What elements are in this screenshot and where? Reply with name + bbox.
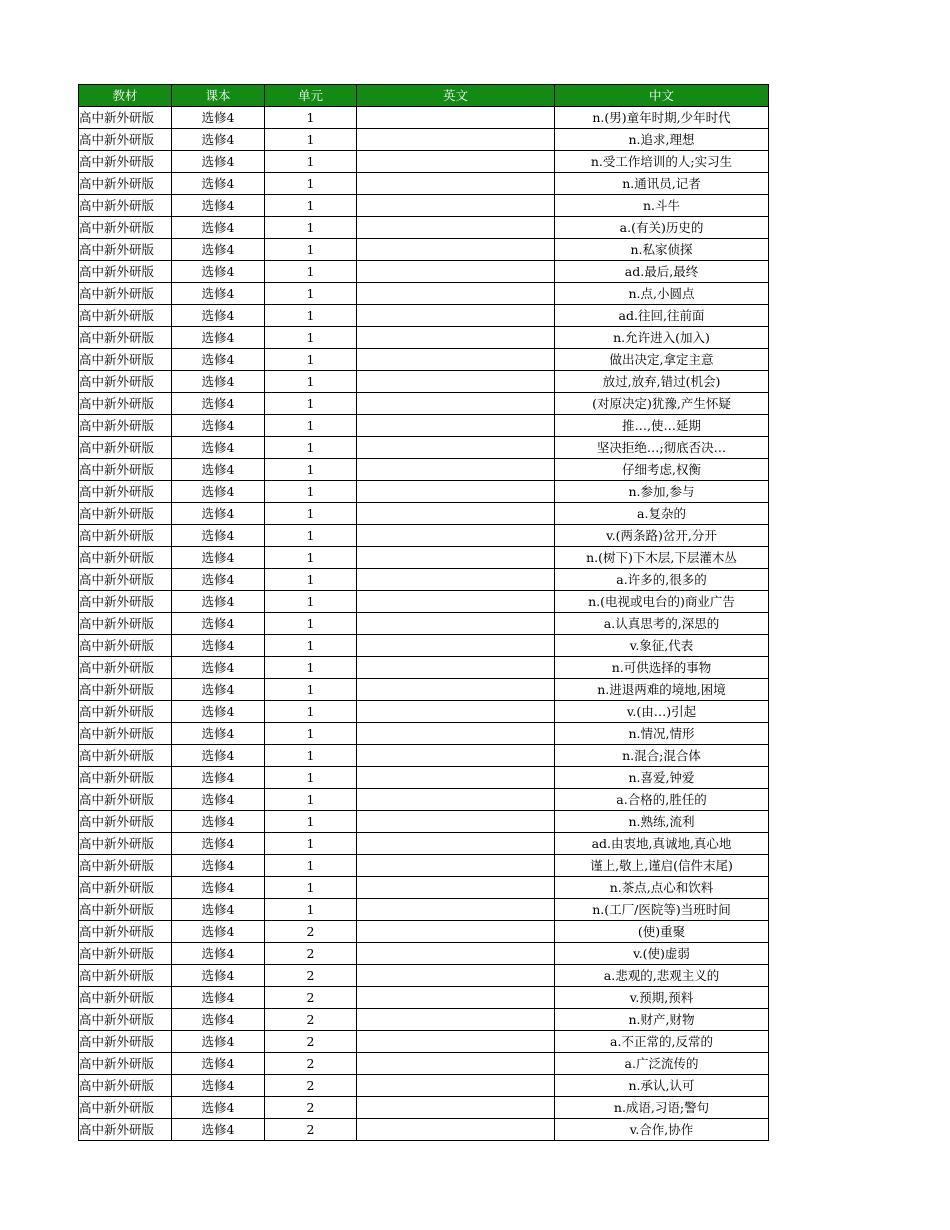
table-row xyxy=(79,921,769,943)
cell-textbook: 高中新外研版 xyxy=(79,151,172,173)
cell-book: 选修4 xyxy=(172,877,265,899)
cell-book: 选修4 xyxy=(172,217,265,239)
cell-unit: 1 xyxy=(265,437,357,459)
cell-chinese: v.预期,预料 xyxy=(555,987,769,1009)
cell-textbook: 高中新外研版 xyxy=(79,1053,172,1075)
table-row xyxy=(79,503,769,525)
table-row xyxy=(79,415,769,437)
cell-english xyxy=(357,811,555,833)
table-row xyxy=(79,723,769,745)
header-english: 英文 xyxy=(357,85,555,107)
cell-unit: 1 xyxy=(265,481,357,503)
cell-textbook: 高中新外研版 xyxy=(79,613,172,635)
vocabulary-table xyxy=(78,84,769,1141)
cell-english xyxy=(357,1075,555,1097)
cell-unit: 2 xyxy=(265,943,357,965)
cell-english xyxy=(357,635,555,657)
table-row xyxy=(79,833,769,855)
cell-unit: 2 xyxy=(265,1009,357,1031)
table-row xyxy=(79,349,769,371)
cell-english xyxy=(357,833,555,855)
cell-unit: 1 xyxy=(265,503,357,525)
cell-book: 选修4 xyxy=(172,767,265,789)
cell-textbook: 高中新外研版 xyxy=(79,833,172,855)
header-chinese: 中文 xyxy=(555,85,769,107)
cell-textbook: 高中新外研版 xyxy=(79,943,172,965)
cell-unit: 1 xyxy=(265,635,357,657)
cell-textbook: 高中新外研版 xyxy=(79,1009,172,1031)
cell-textbook: 高中新外研版 xyxy=(79,921,172,943)
table-row xyxy=(79,613,769,635)
cell-english xyxy=(357,349,555,371)
cell-textbook: 高中新外研版 xyxy=(79,129,172,151)
cell-book: 选修4 xyxy=(172,899,265,921)
cell-chinese: n.喜爱,钟爱 xyxy=(555,767,769,789)
cell-chinese: 坚决拒绝…;彻底否决… xyxy=(555,437,769,459)
cell-english xyxy=(357,701,555,723)
table-row xyxy=(79,151,769,173)
cell-unit: 1 xyxy=(265,657,357,679)
cell-english xyxy=(357,481,555,503)
cell-english xyxy=(357,899,555,921)
cell-unit: 1 xyxy=(265,833,357,855)
table-row xyxy=(79,525,769,547)
table-row xyxy=(79,745,769,767)
cell-unit: 2 xyxy=(265,1075,357,1097)
cell-english xyxy=(357,239,555,261)
cell-book: 选修4 xyxy=(172,393,265,415)
cell-textbook: 高中新外研版 xyxy=(79,371,172,393)
cell-english xyxy=(357,305,555,327)
cell-unit: 1 xyxy=(265,261,357,283)
cell-chinese: v.(由…)引起 xyxy=(555,701,769,723)
table-row xyxy=(79,1119,769,1141)
table-row xyxy=(79,899,769,921)
cell-book: 选修4 xyxy=(172,701,265,723)
cell-textbook: 高中新外研版 xyxy=(79,767,172,789)
cell-book: 选修4 xyxy=(172,1097,265,1119)
cell-book: 选修4 xyxy=(172,459,265,481)
cell-english xyxy=(357,921,555,943)
cell-english xyxy=(357,1053,555,1075)
table-row xyxy=(79,393,769,415)
cell-book: 选修4 xyxy=(172,239,265,261)
cell-english xyxy=(357,723,555,745)
cell-unit: 1 xyxy=(265,811,357,833)
cell-unit: 1 xyxy=(265,591,357,613)
cell-chinese: 推…,使…延期 xyxy=(555,415,769,437)
cell-textbook: 高中新外研版 xyxy=(79,349,172,371)
cell-chinese: n.(男)童年时期,少年时代 xyxy=(555,107,769,129)
cell-book: 选修4 xyxy=(172,327,265,349)
cell-chinese: n.点,小圆点 xyxy=(555,283,769,305)
cell-chinese: n.熟练,流利 xyxy=(555,811,769,833)
cell-book: 选修4 xyxy=(172,503,265,525)
cell-chinese: a.合格的,胜任的 xyxy=(555,789,769,811)
cell-book: 选修4 xyxy=(172,679,265,701)
cell-unit: 1 xyxy=(265,349,357,371)
cell-english xyxy=(357,459,555,481)
cell-textbook: 高中新外研版 xyxy=(79,679,172,701)
table-row xyxy=(79,591,769,613)
cell-textbook: 高中新外研版 xyxy=(79,459,172,481)
cell-unit: 1 xyxy=(265,305,357,327)
cell-book: 选修4 xyxy=(172,965,265,987)
cell-textbook: 高中新外研版 xyxy=(79,745,172,767)
cell-english xyxy=(357,965,555,987)
table-row xyxy=(79,1075,769,1097)
table-row xyxy=(79,987,769,1009)
cell-textbook: 高中新外研版 xyxy=(79,965,172,987)
cell-chinese: (对原决定)犹豫,产生怀疑 xyxy=(555,393,769,415)
cell-chinese: n.受工作培训的人;实习生 xyxy=(555,151,769,173)
cell-chinese: a.不正常的,反常的 xyxy=(555,1031,769,1053)
table-row xyxy=(79,657,769,679)
cell-english xyxy=(357,679,555,701)
cell-book: 选修4 xyxy=(172,745,265,767)
cell-textbook: 高中新外研版 xyxy=(79,657,172,679)
cell-book: 选修4 xyxy=(172,987,265,1009)
cell-unit: 2 xyxy=(265,1097,357,1119)
cell-book: 选修4 xyxy=(172,855,265,877)
cell-textbook: 高中新外研版 xyxy=(79,1097,172,1119)
cell-unit: 1 xyxy=(265,789,357,811)
cell-english xyxy=(357,987,555,1009)
cell-book: 选修4 xyxy=(172,811,265,833)
cell-chinese: n.茶点,点心和饮料 xyxy=(555,877,769,899)
cell-book: 选修4 xyxy=(172,173,265,195)
cell-unit: 1 xyxy=(265,767,357,789)
cell-chinese: n.进退两难的境地,困境 xyxy=(555,679,769,701)
cell-english xyxy=(357,613,555,635)
cell-chinese: v.(使)虚弱 xyxy=(555,943,769,965)
cell-textbook: 高中新外研版 xyxy=(79,547,172,569)
cell-textbook: 高中新外研版 xyxy=(79,987,172,1009)
cell-chinese: n.(电视或电台的)商业广告 xyxy=(555,591,769,613)
cell-book: 选修4 xyxy=(172,1053,265,1075)
header-row xyxy=(79,85,769,107)
cell-chinese: a.许多的,很多的 xyxy=(555,569,769,591)
cell-chinese: n.参加,参与 xyxy=(555,481,769,503)
table-row xyxy=(79,283,769,305)
cell-unit: 1 xyxy=(265,283,357,305)
cell-unit: 2 xyxy=(265,1053,357,1075)
cell-unit: 2 xyxy=(265,987,357,1009)
cell-book: 选修4 xyxy=(172,657,265,679)
cell-english xyxy=(357,1119,555,1141)
cell-english xyxy=(357,195,555,217)
cell-unit: 1 xyxy=(265,877,357,899)
cell-chinese: v.合作,协作 xyxy=(555,1119,769,1141)
cell-unit: 1 xyxy=(265,855,357,877)
cell-unit: 1 xyxy=(265,415,357,437)
table-row xyxy=(79,261,769,283)
cell-textbook: 高中新外研版 xyxy=(79,173,172,195)
cell-english xyxy=(357,503,555,525)
cell-textbook: 高中新外研版 xyxy=(79,481,172,503)
cell-textbook: 高中新外研版 xyxy=(79,1031,172,1053)
cell-chinese: n.情况,情形 xyxy=(555,723,769,745)
cell-chinese: 放过,放弃,错过(机会) xyxy=(555,371,769,393)
cell-english xyxy=(357,371,555,393)
cell-chinese: n.允许进入(加入) xyxy=(555,327,769,349)
table-row xyxy=(79,481,769,503)
table-row xyxy=(79,1053,769,1075)
table-row xyxy=(79,569,769,591)
cell-book: 选修4 xyxy=(172,1031,265,1053)
cell-english xyxy=(357,591,555,613)
cell-english xyxy=(357,393,555,415)
header-book: 课本 xyxy=(172,85,265,107)
cell-textbook: 高中新外研版 xyxy=(79,239,172,261)
cell-unit: 1 xyxy=(265,129,357,151)
cell-unit: 1 xyxy=(265,107,357,129)
table-row xyxy=(79,701,769,723)
cell-chinese: n.追求,理想 xyxy=(555,129,769,151)
cell-textbook: 高中新外研版 xyxy=(79,899,172,921)
cell-chinese: n.(树下)下木层,下层灌木丛 xyxy=(555,547,769,569)
cell-book: 选修4 xyxy=(172,635,265,657)
cell-unit: 1 xyxy=(265,547,357,569)
cell-textbook: 高中新外研版 xyxy=(79,107,172,129)
cell-chinese: n.(工厂/医院等)当班时间 xyxy=(555,899,769,921)
cell-chinese: (使)重聚 xyxy=(555,921,769,943)
cell-chinese: ad.最后,最终 xyxy=(555,261,769,283)
cell-chinese: n.私家侦探 xyxy=(555,239,769,261)
table-row xyxy=(79,679,769,701)
cell-textbook: 高中新外研版 xyxy=(79,217,172,239)
cell-textbook: 高中新外研版 xyxy=(79,305,172,327)
cell-book: 选修4 xyxy=(172,591,265,613)
cell-english xyxy=(357,437,555,459)
cell-book: 选修4 xyxy=(172,349,265,371)
table-row xyxy=(79,767,769,789)
cell-chinese: 做出决定,拿定主意 xyxy=(555,349,769,371)
cell-english xyxy=(357,767,555,789)
table-header xyxy=(79,85,769,107)
cell-english xyxy=(357,217,555,239)
cell-unit: 1 xyxy=(265,195,357,217)
cell-book: 选修4 xyxy=(172,195,265,217)
table-row xyxy=(79,305,769,327)
cell-english xyxy=(357,569,555,591)
cell-chinese: n.成语,习语;警句 xyxy=(555,1097,769,1119)
cell-textbook: 高中新外研版 xyxy=(79,1119,172,1141)
cell-english xyxy=(357,173,555,195)
cell-textbook: 高中新外研版 xyxy=(79,877,172,899)
table-row xyxy=(79,239,769,261)
cell-unit: 1 xyxy=(265,173,357,195)
cell-unit: 1 xyxy=(265,569,357,591)
cell-chinese: n.通讯员,记者 xyxy=(555,173,769,195)
cell-textbook: 高中新外研版 xyxy=(79,569,172,591)
cell-book: 选修4 xyxy=(172,1075,265,1097)
table-row xyxy=(79,855,769,877)
cell-unit: 2 xyxy=(265,965,357,987)
cell-unit: 1 xyxy=(265,371,357,393)
cell-english xyxy=(357,129,555,151)
cell-chinese: n.可供选择的事物 xyxy=(555,657,769,679)
cell-unit: 1 xyxy=(265,679,357,701)
cell-unit: 1 xyxy=(265,459,357,481)
table-body xyxy=(79,107,769,1141)
cell-unit: 1 xyxy=(265,239,357,261)
table-row xyxy=(79,327,769,349)
cell-textbook: 高中新外研版 xyxy=(79,195,172,217)
cell-book: 选修4 xyxy=(172,547,265,569)
table-row xyxy=(79,965,769,987)
table-row xyxy=(79,1009,769,1031)
cell-unit: 1 xyxy=(265,525,357,547)
cell-book: 选修4 xyxy=(172,1119,265,1141)
cell-textbook: 高中新外研版 xyxy=(79,723,172,745)
cell-chinese: a.认真思考的,深思的 xyxy=(555,613,769,635)
cell-english xyxy=(357,943,555,965)
table-row xyxy=(79,217,769,239)
table-row xyxy=(79,173,769,195)
cell-book: 选修4 xyxy=(172,437,265,459)
cell-textbook: 高中新外研版 xyxy=(79,1075,172,1097)
cell-unit: 1 xyxy=(265,745,357,767)
cell-textbook: 高中新外研版 xyxy=(79,591,172,613)
cell-book: 选修4 xyxy=(172,305,265,327)
cell-chinese: 谨上,敬上,谨启(信件末尾) xyxy=(555,855,769,877)
cell-textbook: 高中新外研版 xyxy=(79,283,172,305)
cell-book: 选修4 xyxy=(172,613,265,635)
table-row xyxy=(79,877,769,899)
cell-chinese: ad.往回,往前面 xyxy=(555,305,769,327)
header-unit: 单元 xyxy=(265,85,357,107)
cell-english xyxy=(357,745,555,767)
cell-english xyxy=(357,415,555,437)
table-row xyxy=(79,1097,769,1119)
table-row xyxy=(79,129,769,151)
cell-textbook: 高中新外研版 xyxy=(79,525,172,547)
table-row xyxy=(79,1031,769,1053)
cell-book: 选修4 xyxy=(172,833,265,855)
table-row xyxy=(79,107,769,129)
cell-unit: 1 xyxy=(265,327,357,349)
cell-unit: 1 xyxy=(265,393,357,415)
cell-english xyxy=(357,151,555,173)
cell-unit: 1 xyxy=(265,701,357,723)
cell-english xyxy=(357,789,555,811)
cell-chinese: n.财产,财物 xyxy=(555,1009,769,1031)
cell-unit: 1 xyxy=(265,723,357,745)
cell-english xyxy=(357,283,555,305)
cell-unit: 1 xyxy=(265,899,357,921)
cell-textbook: 高中新外研版 xyxy=(79,635,172,657)
cell-book: 选修4 xyxy=(172,261,265,283)
table-row xyxy=(79,943,769,965)
cell-chinese: n.混合;混合体 xyxy=(555,745,769,767)
cell-chinese: a.(有关)历史的 xyxy=(555,217,769,239)
cell-book: 选修4 xyxy=(172,1009,265,1031)
cell-textbook: 高中新外研版 xyxy=(79,811,172,833)
cell-english xyxy=(357,327,555,349)
cell-english xyxy=(357,107,555,129)
cell-chinese: ad.由衷地,真诚地,真心地 xyxy=(555,833,769,855)
cell-english xyxy=(357,1031,555,1053)
cell-chinese: 仔细考虑,权衡 xyxy=(555,459,769,481)
cell-chinese: v.象征,代表 xyxy=(555,635,769,657)
cell-chinese: a.悲观的,悲观主义的 xyxy=(555,965,769,987)
table-row xyxy=(79,371,769,393)
cell-unit: 2 xyxy=(265,1031,357,1053)
cell-textbook: 高中新外研版 xyxy=(79,327,172,349)
table-row xyxy=(79,789,769,811)
table-row xyxy=(79,547,769,569)
cell-textbook: 高中新外研版 xyxy=(79,437,172,459)
cell-chinese: n.承认,认可 xyxy=(555,1075,769,1097)
cell-book: 选修4 xyxy=(172,151,265,173)
cell-chinese: a.复杂的 xyxy=(555,503,769,525)
cell-textbook: 高中新外研版 xyxy=(79,393,172,415)
cell-textbook: 高中新外研版 xyxy=(79,415,172,437)
cell-english xyxy=(357,261,555,283)
table-row xyxy=(79,635,769,657)
cell-book: 选修4 xyxy=(172,569,265,591)
cell-book: 选修4 xyxy=(172,481,265,503)
cell-book: 选修4 xyxy=(172,525,265,547)
cell-unit: 2 xyxy=(265,921,357,943)
cell-unit: 1 xyxy=(265,151,357,173)
cell-book: 选修4 xyxy=(172,789,265,811)
cell-book: 选修4 xyxy=(172,921,265,943)
cell-english xyxy=(357,657,555,679)
table-row xyxy=(79,459,769,481)
cell-book: 选修4 xyxy=(172,415,265,437)
cell-english xyxy=(357,547,555,569)
cell-chinese: n.斗牛 xyxy=(555,195,769,217)
cell-textbook: 高中新外研版 xyxy=(79,701,172,723)
cell-unit: 1 xyxy=(265,613,357,635)
cell-english xyxy=(357,855,555,877)
cell-book: 选修4 xyxy=(172,943,265,965)
header-textbook: 教材 xyxy=(79,85,172,107)
cell-textbook: 高中新外研版 xyxy=(79,789,172,811)
cell-book: 选修4 xyxy=(172,283,265,305)
cell-chinese: a.广泛流传的 xyxy=(555,1053,769,1075)
table-row xyxy=(79,811,769,833)
cell-english xyxy=(357,1009,555,1031)
table-row xyxy=(79,195,769,217)
cell-textbook: 高中新外研版 xyxy=(79,261,172,283)
cell-book: 选修4 xyxy=(172,107,265,129)
cell-english xyxy=(357,877,555,899)
cell-book: 选修4 xyxy=(172,129,265,151)
cell-textbook: 高中新外研版 xyxy=(79,503,172,525)
cell-book: 选修4 xyxy=(172,371,265,393)
cell-book: 选修4 xyxy=(172,723,265,745)
cell-english xyxy=(357,525,555,547)
cell-english xyxy=(357,1097,555,1119)
cell-textbook: 高中新外研版 xyxy=(79,855,172,877)
cell-chinese: v.(两条路)岔开,分开 xyxy=(555,525,769,547)
table-row xyxy=(79,437,769,459)
cell-unit: 1 xyxy=(265,217,357,239)
cell-unit: 2 xyxy=(265,1119,357,1141)
